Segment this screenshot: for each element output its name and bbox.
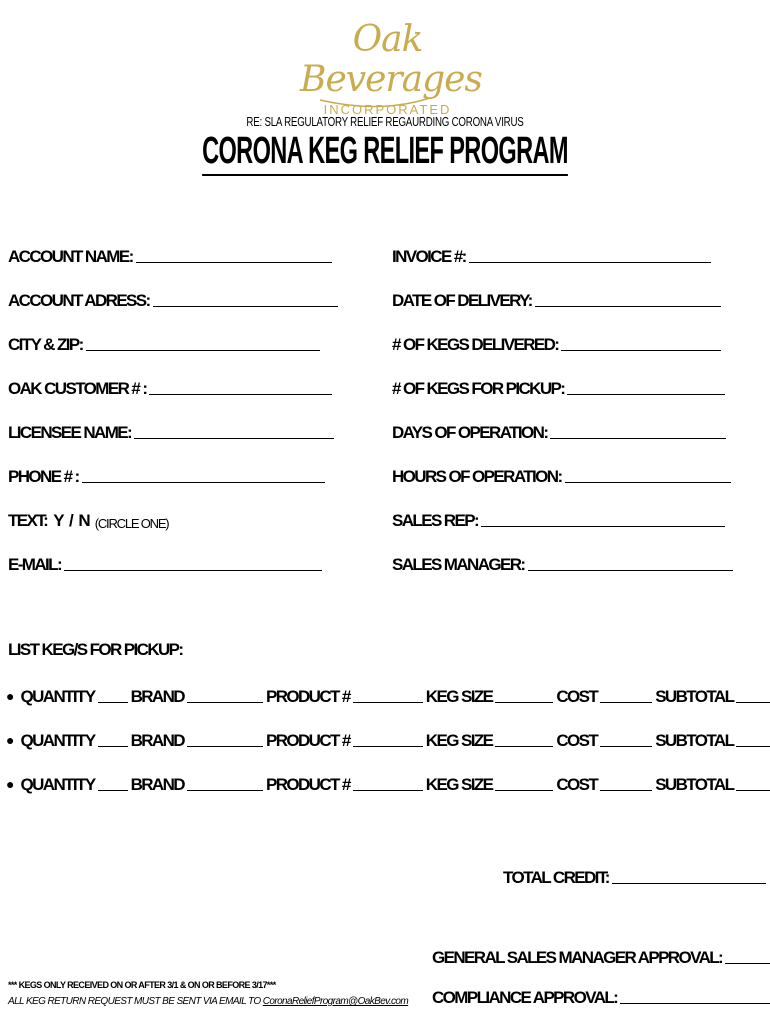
kegs-delivered-line[interactable] — [561, 350, 721, 351]
subtotal-line[interactable] — [736, 790, 770, 791]
product-line[interactable] — [353, 746, 423, 747]
quantity-line[interactable] — [98, 790, 128, 791]
kegs-for-pickup-label: # OF KEGS FOR PICKUP: — [392, 379, 565, 398]
brand-label: BRAND — [130, 687, 184, 706]
logo-subtitle: INCORPORATED — [323, 102, 452, 117]
subtotal-line[interactable] — [736, 746, 770, 747]
sales-rep-label: SALES REP: — [392, 511, 479, 530]
invoice-line[interactable] — [469, 262, 711, 263]
gsm-approval-label: GENERAL SALES MANAGER APPROVAL: — [432, 948, 723, 967]
product-label: PRODUCT # — [265, 731, 350, 750]
keg-pickup-row[interactable] — [6, 727, 770, 751]
footnote-email-instruction — [8, 996, 408, 1007]
phone-field[interactable] — [8, 463, 325, 487]
account-name-line[interactable] — [136, 262, 332, 263]
hours-of-operation-line[interactable] — [565, 482, 731, 483]
kegs-for-pickup-field[interactable] — [392, 375, 725, 399]
licensee-name-label: LICENSEE NAME: — [8, 423, 132, 442]
email-line[interactable] — [64, 570, 322, 571]
cost-line[interactable] — [600, 746, 652, 747]
compliance-approval-field[interactable] — [432, 984, 770, 1008]
keg-pickup-row[interactable] — [6, 771, 770, 795]
circle-one-note: (CIRCLE ONE) — [94, 516, 169, 531]
product-line[interactable] — [353, 702, 423, 703]
bullet-icon: ● — [6, 776, 15, 792]
quantity-line[interactable] — [98, 702, 128, 703]
sales-manager-label: SALES MANAGER: — [392, 555, 525, 574]
licensee-name-line[interactable] — [134, 438, 334, 439]
company-logo — [300, 14, 482, 117]
date-of-delivery-line[interactable] — [535, 306, 721, 307]
keg-size-line[interactable] — [495, 790, 553, 791]
keg-size-label: KEG SIZE — [425, 687, 493, 706]
keg-pickup-row[interactable] — [6, 683, 770, 707]
compliance-approval-label: COMPLIANCE APPROVAL: — [432, 988, 618, 1007]
text-yes-no-options[interactable]: Y / N — [53, 511, 91, 530]
subtotal-line[interactable] — [736, 702, 770, 703]
bullet-icon: ● — [6, 732, 15, 748]
quantity-label: QUANTITY — [20, 731, 95, 750]
total-credit-line[interactable] — [612, 883, 766, 884]
gsm-approval-line[interactable] — [725, 963, 770, 964]
customer-number-line[interactable] — [149, 394, 332, 395]
re-line: RE: SLA REGULATORY RELIEF REGAURDING CORONA VIRUS — [246, 115, 524, 129]
footnote-email-prefix: ALL KEG RETURN REQUEST MUST BE SENT VIA EMAIL TO — [8, 996, 263, 1007]
subtotal-label: SUBTOTAL — [655, 687, 734, 706]
total-credit-label: TOTAL CREDIT: — [503, 868, 609, 887]
brand-line[interactable] — [187, 746, 263, 747]
invoice-label: INVOICE #: — [392, 247, 466, 266]
keg-pickup-section-label: LIST KEG/S FOR PICKUP: — [8, 640, 183, 659]
logo-name: Oak Beverages — [300, 19, 482, 100]
hours-of-operation-label: HOURS OF OPERATION: — [392, 467, 562, 486]
product-label: PRODUCT # — [265, 687, 350, 706]
cost-line[interactable] — [600, 790, 652, 791]
date-of-delivery-label: DATE OF DELIVERY: — [392, 291, 532, 310]
city-zip-label: CITY & ZIP: — [8, 335, 83, 354]
account-name-field[interactable] — [8, 243, 332, 267]
city-zip-line[interactable] — [86, 350, 320, 351]
text-consent-field[interactable] — [8, 507, 168, 531]
cost-line[interactable] — [600, 702, 652, 703]
sales-rep-line[interactable] — [481, 526, 725, 527]
cost-label: COST — [556, 731, 598, 750]
product-label: PRODUCT # — [265, 775, 350, 794]
text-label: TEXT: — [8, 511, 48, 530]
phone-label: PHONE # : — [8, 467, 79, 486]
date-of-delivery-field[interactable] — [392, 287, 721, 311]
days-of-operation-label: DAYS OF OPERATION: — [392, 423, 548, 442]
city-zip-field[interactable] — [8, 331, 320, 355]
bullet-icon: ● — [6, 688, 15, 704]
footnote-date-range: *** KEGS ONLY RECEIVED ON OR AFTER 3/1 & ON OR BEFORE 3/17*** — [8, 980, 276, 990]
subtotal-label: SUBTOTAL — [655, 731, 734, 750]
account-address-line[interactable] — [153, 306, 338, 307]
quantity-label: QUANTITY — [20, 687, 95, 706]
email-field[interactable] — [8, 551, 322, 575]
sales-manager-field[interactable] — [392, 551, 733, 575]
logo-swash — [300, 14, 482, 110]
quantity-line[interactable] — [98, 746, 128, 747]
page-title: CORONA KEG RELIEF PROGRAM — [146, 130, 623, 173]
sales-rep-field[interactable] — [392, 507, 725, 531]
account-address-field[interactable] — [8, 287, 338, 311]
subtotal-label: SUBTOTAL — [655, 775, 734, 794]
relief-program-email-link[interactable]: CoronaReliefProgram@OakBev.com — [262, 996, 409, 1007]
kegs-delivered-field[interactable] — [392, 331, 721, 355]
sales-manager-line[interactable] — [528, 570, 733, 571]
brand-label: BRAND — [130, 775, 184, 794]
keg-size-label: KEG SIZE — [425, 731, 493, 750]
customer-number-field[interactable] — [8, 375, 332, 399]
gsm-approval-field[interactable] — [432, 944, 770, 968]
keg-size-line[interactable] — [495, 746, 553, 747]
account-address-label: ACCOUNT ADRESS: — [8, 291, 150, 310]
brand-line[interactable] — [187, 790, 263, 791]
brand-label: BRAND — [130, 731, 184, 750]
days-of-operation-line[interactable] — [550, 438, 726, 439]
kegs-delivered-label: # OF KEGS DELIVERED: — [392, 335, 559, 354]
phone-line[interactable] — [82, 482, 325, 483]
product-line[interactable] — [353, 790, 423, 791]
keg-size-label: KEG SIZE — [425, 775, 493, 794]
keg-size-line[interactable] — [495, 702, 553, 703]
invoice-field[interactable] — [392, 243, 711, 267]
kegs-for-pickup-line[interactable] — [567, 394, 725, 395]
quantity-label: QUANTITY — [20, 775, 95, 794]
cost-label: COST — [556, 687, 598, 706]
compliance-approval-line[interactable] — [620, 1003, 770, 1004]
customer-number-label: OAK CUSTOMER # : — [8, 379, 147, 398]
days-of-operation-field[interactable] — [392, 419, 726, 443]
hours-of-operation-field[interactable] — [392, 463, 731, 487]
account-name-label: ACCOUNT NAME: — [8, 247, 133, 266]
licensee-name-field[interactable] — [8, 419, 334, 443]
email-label: E-MAIL: — [8, 555, 62, 574]
brand-line[interactable] — [187, 702, 263, 703]
total-credit-field[interactable] — [503, 864, 766, 888]
cost-label: COST — [556, 775, 598, 794]
